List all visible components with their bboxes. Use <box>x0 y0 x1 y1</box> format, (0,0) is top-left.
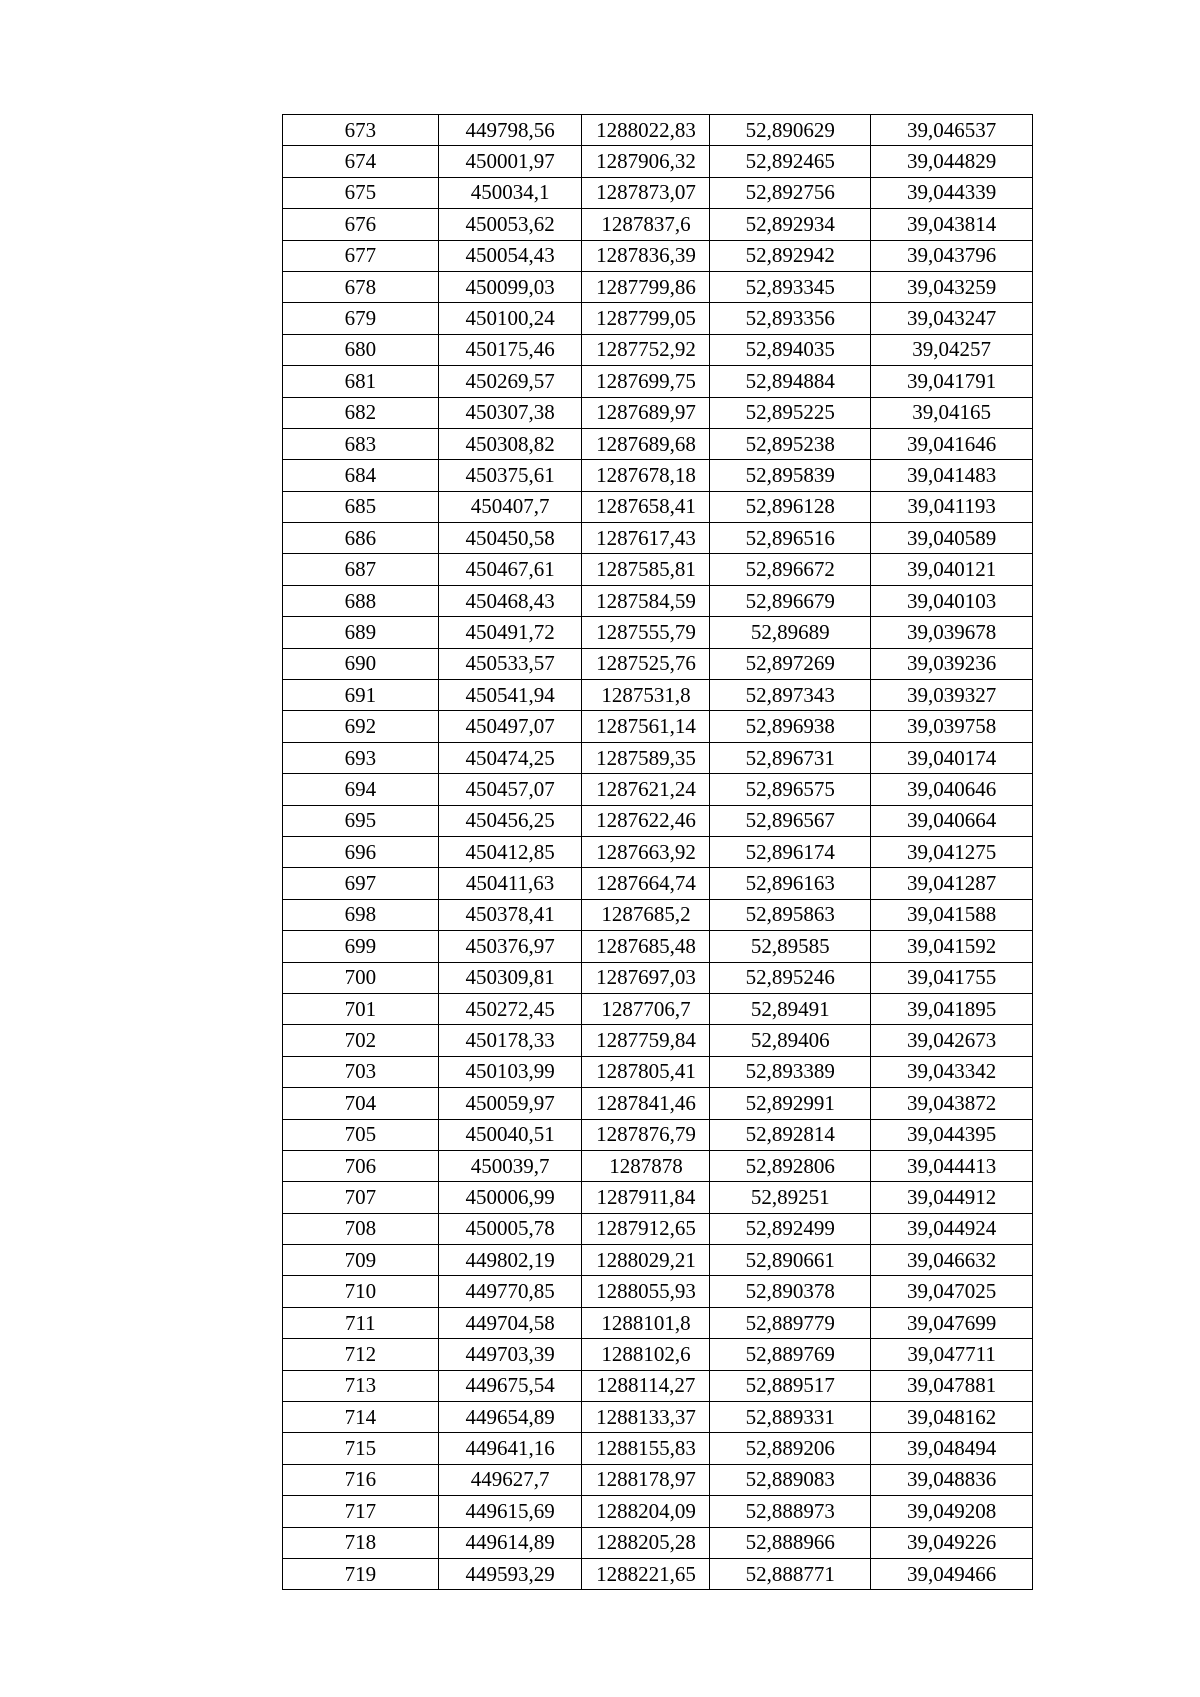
table-row <box>283 711 1033 742</box>
y-coordinate-cell: 1287699,75 <box>582 366 710 397</box>
table-row <box>283 303 1033 334</box>
y-coordinate-cell: 1287873,07 <box>582 177 710 208</box>
longitude-cell: 39,043342 <box>871 1056 1033 1087</box>
latitude-cell: 52,89251 <box>710 1182 871 1213</box>
latitude-cell: 52,895225 <box>710 397 871 428</box>
x-coordinate-cell: 449770,85 <box>438 1276 582 1307</box>
latitude-cell: 52,89689 <box>710 617 871 648</box>
y-coordinate-cell: 1287531,8 <box>582 680 710 711</box>
point-number-cell: 675 <box>283 177 439 208</box>
longitude-cell: 39,039236 <box>871 648 1033 679</box>
y-coordinate-cell: 1287689,97 <box>582 397 710 428</box>
x-coordinate-cell: 450005,78 <box>438 1213 582 1244</box>
point-number-cell: 711 <box>283 1307 439 1338</box>
point-number-cell: 710 <box>283 1276 439 1307</box>
table-row <box>283 868 1033 899</box>
latitude-cell: 52,896567 <box>710 805 871 836</box>
table-body <box>283 115 1033 1590</box>
x-coordinate-cell: 450375,61 <box>438 460 582 491</box>
point-number-cell: 715 <box>283 1433 439 1464</box>
table-row <box>283 585 1033 616</box>
latitude-cell: 52,89406 <box>710 1025 871 1056</box>
table-row <box>283 240 1033 271</box>
y-coordinate-cell: 1287752,92 <box>582 334 710 365</box>
table-row <box>283 146 1033 177</box>
point-number-cell: 693 <box>283 742 439 773</box>
table-row <box>283 115 1033 146</box>
longitude-cell: 39,040121 <box>871 554 1033 585</box>
table-row <box>283 836 1033 867</box>
point-number-cell: 698 <box>283 899 439 930</box>
longitude-cell: 39,041275 <box>871 836 1033 867</box>
point-number-cell: 718 <box>283 1527 439 1558</box>
x-coordinate-cell: 450100,24 <box>438 303 582 334</box>
x-coordinate-cell: 450491,72 <box>438 617 582 648</box>
table-row <box>283 1182 1033 1213</box>
point-number-cell: 689 <box>283 617 439 648</box>
x-coordinate-cell: 449798,56 <box>438 115 582 146</box>
x-coordinate-cell: 450457,07 <box>438 774 582 805</box>
latitude-cell: 52,895863 <box>710 899 871 930</box>
point-number-cell: 706 <box>283 1150 439 1181</box>
point-number-cell: 712 <box>283 1339 439 1370</box>
latitude-cell: 52,895246 <box>710 962 871 993</box>
longitude-cell: 39,047025 <box>871 1276 1033 1307</box>
y-coordinate-cell: 1288133,37 <box>582 1402 710 1433</box>
table-row <box>283 1464 1033 1495</box>
longitude-cell: 39,040646 <box>871 774 1033 805</box>
x-coordinate-cell: 450497,07 <box>438 711 582 742</box>
table-row <box>283 177 1033 208</box>
point-number-cell: 681 <box>283 366 439 397</box>
point-number-cell: 691 <box>283 680 439 711</box>
x-coordinate-cell: 450412,85 <box>438 836 582 867</box>
y-coordinate-cell: 1287799,86 <box>582 271 710 302</box>
y-coordinate-cell: 1288205,28 <box>582 1527 710 1558</box>
y-coordinate-cell: 1288155,83 <box>582 1433 710 1464</box>
longitude-cell: 39,048162 <box>871 1402 1033 1433</box>
table-row <box>283 1402 1033 1433</box>
longitude-cell: 39,040589 <box>871 523 1033 554</box>
latitude-cell: 52,894035 <box>710 334 871 365</box>
point-number-cell: 701 <box>283 993 439 1024</box>
longitude-cell: 39,046537 <box>871 115 1033 146</box>
point-number-cell: 678 <box>283 271 439 302</box>
table-row <box>283 397 1033 428</box>
latitude-cell: 52,896575 <box>710 774 871 805</box>
longitude-cell: 39,044395 <box>871 1119 1033 1150</box>
longitude-cell: 39,044413 <box>871 1150 1033 1181</box>
y-coordinate-cell: 1288022,83 <box>582 115 710 146</box>
point-number-cell: 688 <box>283 585 439 616</box>
y-coordinate-cell: 1288221,65 <box>582 1558 710 1589</box>
longitude-cell: 39,043872 <box>871 1088 1033 1119</box>
longitude-cell: 39,046632 <box>871 1245 1033 1276</box>
y-coordinate-cell: 1287621,24 <box>582 774 710 805</box>
point-number-cell: 686 <box>283 523 439 554</box>
x-coordinate-cell: 449641,16 <box>438 1433 582 1464</box>
x-coordinate-cell: 450541,94 <box>438 680 582 711</box>
point-number-cell: 703 <box>283 1056 439 1087</box>
table-row <box>283 334 1033 365</box>
longitude-cell: 39,041791 <box>871 366 1033 397</box>
longitude-cell: 39,044912 <box>871 1182 1033 1213</box>
latitude-cell: 52,889206 <box>710 1433 871 1464</box>
x-coordinate-cell: 449802,19 <box>438 1245 582 1276</box>
longitude-cell: 39,047711 <box>871 1339 1033 1370</box>
x-coordinate-cell: 449654,89 <box>438 1402 582 1433</box>
longitude-cell: 39,039758 <box>871 711 1033 742</box>
latitude-cell: 52,893389 <box>710 1056 871 1087</box>
y-coordinate-cell: 1287658,41 <box>582 491 710 522</box>
x-coordinate-cell: 449615,69 <box>438 1496 582 1527</box>
latitude-cell: 52,888966 <box>710 1527 871 1558</box>
point-number-cell: 676 <box>283 209 439 240</box>
point-number-cell: 684 <box>283 460 439 491</box>
latitude-cell: 52,892756 <box>710 177 871 208</box>
y-coordinate-cell: 1287799,05 <box>582 303 710 334</box>
table-row <box>283 428 1033 459</box>
x-coordinate-cell: 450269,57 <box>438 366 582 397</box>
table-row <box>283 1496 1033 1527</box>
x-coordinate-cell: 450001,97 <box>438 146 582 177</box>
longitude-cell: 39,039327 <box>871 680 1033 711</box>
latitude-cell: 52,896672 <box>710 554 871 585</box>
longitude-cell: 39,042673 <box>871 1025 1033 1056</box>
longitude-cell: 39,049466 <box>871 1558 1033 1589</box>
table-row <box>283 366 1033 397</box>
x-coordinate-cell: 449703,39 <box>438 1339 582 1370</box>
table-row <box>283 993 1033 1024</box>
latitude-cell: 52,892814 <box>710 1119 871 1150</box>
longitude-cell: 39,041193 <box>871 491 1033 522</box>
latitude-cell: 52,896516 <box>710 523 871 554</box>
longitude-cell: 39,047699 <box>871 1307 1033 1338</box>
y-coordinate-cell: 1287759,84 <box>582 1025 710 1056</box>
longitude-cell: 39,04165 <box>871 397 1033 428</box>
x-coordinate-cell: 450456,25 <box>438 805 582 836</box>
x-coordinate-cell: 450378,41 <box>438 899 582 930</box>
x-coordinate-cell: 450307,38 <box>438 397 582 428</box>
x-coordinate-cell: 450103,99 <box>438 1056 582 1087</box>
point-number-cell: 674 <box>283 146 439 177</box>
longitude-cell: 39,041483 <box>871 460 1033 491</box>
longitude-cell: 39,041287 <box>871 868 1033 899</box>
longitude-cell: 39,040103 <box>871 585 1033 616</box>
latitude-cell: 52,889517 <box>710 1370 871 1401</box>
point-number-cell: 690 <box>283 648 439 679</box>
table-row <box>283 209 1033 240</box>
latitude-cell: 52,889769 <box>710 1339 871 1370</box>
x-coordinate-cell: 450272,45 <box>438 993 582 1024</box>
table-row <box>283 1276 1033 1307</box>
table-row <box>283 1558 1033 1589</box>
point-number-cell: 719 <box>283 1558 439 1589</box>
longitude-cell: 39,049208 <box>871 1496 1033 1527</box>
point-number-cell: 680 <box>283 334 439 365</box>
table-row <box>283 1056 1033 1087</box>
table-row <box>283 523 1033 554</box>
x-coordinate-cell: 450034,1 <box>438 177 582 208</box>
table-row <box>283 271 1033 302</box>
table-row <box>283 1245 1033 1276</box>
table-row <box>283 962 1033 993</box>
y-coordinate-cell: 1287622,46 <box>582 805 710 836</box>
x-coordinate-cell: 450039,7 <box>438 1150 582 1181</box>
longitude-cell: 39,041895 <box>871 993 1033 1024</box>
longitude-cell: 39,043259 <box>871 271 1033 302</box>
y-coordinate-cell: 1288029,21 <box>582 1245 710 1276</box>
y-coordinate-cell: 1287561,14 <box>582 711 710 742</box>
y-coordinate-cell: 1288101,8 <box>582 1307 710 1338</box>
table-row <box>283 1150 1033 1181</box>
table-row <box>283 1025 1033 1056</box>
x-coordinate-cell: 449614,89 <box>438 1527 582 1558</box>
point-number-cell: 713 <box>283 1370 439 1401</box>
point-number-cell: 692 <box>283 711 439 742</box>
point-number-cell: 709 <box>283 1245 439 1276</box>
y-coordinate-cell: 1288204,09 <box>582 1496 710 1527</box>
point-number-cell: 714 <box>283 1402 439 1433</box>
table-row <box>283 1213 1033 1244</box>
x-coordinate-cell: 450474,25 <box>438 742 582 773</box>
latitude-cell: 52,897269 <box>710 648 871 679</box>
latitude-cell: 52,897343 <box>710 680 871 711</box>
y-coordinate-cell: 1287836,39 <box>582 240 710 271</box>
longitude-cell: 39,043247 <box>871 303 1033 334</box>
y-coordinate-cell: 1287876,79 <box>582 1119 710 1150</box>
coordinates-table <box>282 114 1033 1590</box>
latitude-cell: 52,889331 <box>710 1402 871 1433</box>
y-coordinate-cell: 1287706,7 <box>582 993 710 1024</box>
latitude-cell: 52,890629 <box>710 115 871 146</box>
point-number-cell: 695 <box>283 805 439 836</box>
table-row <box>283 1370 1033 1401</box>
y-coordinate-cell: 1287555,79 <box>582 617 710 648</box>
point-number-cell: 697 <box>283 868 439 899</box>
table-row <box>283 1088 1033 1119</box>
y-coordinate-cell: 1287912,65 <box>582 1213 710 1244</box>
x-coordinate-cell: 450053,62 <box>438 209 582 240</box>
longitude-cell: 39,040664 <box>871 805 1033 836</box>
table-row <box>283 491 1033 522</box>
y-coordinate-cell: 1287589,35 <box>582 742 710 773</box>
x-coordinate-cell: 450040,51 <box>438 1119 582 1150</box>
point-number-cell: 704 <box>283 1088 439 1119</box>
longitude-cell: 39,044339 <box>871 177 1033 208</box>
y-coordinate-cell: 1288102,6 <box>582 1339 710 1370</box>
latitude-cell: 52,893345 <box>710 271 871 302</box>
x-coordinate-cell: 450175,46 <box>438 334 582 365</box>
longitude-cell: 39,041592 <box>871 931 1033 962</box>
latitude-cell: 52,894884 <box>710 366 871 397</box>
y-coordinate-cell: 1288055,93 <box>582 1276 710 1307</box>
y-coordinate-cell: 1287878 <box>582 1150 710 1181</box>
x-coordinate-cell: 450411,63 <box>438 868 582 899</box>
y-coordinate-cell: 1287685,2 <box>582 899 710 930</box>
x-coordinate-cell: 449675,54 <box>438 1370 582 1401</box>
y-coordinate-cell: 1287911,84 <box>582 1182 710 1213</box>
table-row <box>283 554 1033 585</box>
y-coordinate-cell: 1287697,03 <box>582 962 710 993</box>
y-coordinate-cell: 1287906,32 <box>582 146 710 177</box>
x-coordinate-cell: 449593,29 <box>438 1558 582 1589</box>
longitude-cell: 39,043796 <box>871 240 1033 271</box>
table-row <box>283 931 1033 962</box>
point-number-cell: 708 <box>283 1213 439 1244</box>
longitude-cell: 39,039678 <box>871 617 1033 648</box>
longitude-cell: 39,040174 <box>871 742 1033 773</box>
table-row <box>283 680 1033 711</box>
point-number-cell: 707 <box>283 1182 439 1213</box>
x-coordinate-cell: 450450,58 <box>438 523 582 554</box>
latitude-cell: 52,895839 <box>710 460 871 491</box>
table-row <box>283 774 1033 805</box>
y-coordinate-cell: 1287685,48 <box>582 931 710 962</box>
x-coordinate-cell: 450308,82 <box>438 428 582 459</box>
longitude-cell: 39,047881 <box>871 1370 1033 1401</box>
y-coordinate-cell: 1288114,27 <box>582 1370 710 1401</box>
longitude-cell: 39,043814 <box>871 209 1033 240</box>
point-number-cell: 687 <box>283 554 439 585</box>
table-row <box>283 1433 1033 1464</box>
latitude-cell: 52,896163 <box>710 868 871 899</box>
latitude-cell: 52,89585 <box>710 931 871 962</box>
longitude-cell: 39,044924 <box>871 1213 1033 1244</box>
point-number-cell: 694 <box>283 774 439 805</box>
point-number-cell: 700 <box>283 962 439 993</box>
point-number-cell: 682 <box>283 397 439 428</box>
table-row <box>283 742 1033 773</box>
point-number-cell: 679 <box>283 303 439 334</box>
longitude-cell: 39,048494 <box>871 1433 1033 1464</box>
point-number-cell: 673 <box>283 115 439 146</box>
latitude-cell: 52,896174 <box>710 836 871 867</box>
latitude-cell: 52,893356 <box>710 303 871 334</box>
y-coordinate-cell: 1287584,59 <box>582 585 710 616</box>
longitude-cell: 39,049226 <box>871 1527 1033 1558</box>
y-coordinate-cell: 1287689,68 <box>582 428 710 459</box>
latitude-cell: 52,892942 <box>710 240 871 271</box>
y-coordinate-cell: 1287837,6 <box>582 209 710 240</box>
latitude-cell: 52,896731 <box>710 742 871 773</box>
point-number-cell: 683 <box>283 428 439 459</box>
table-row <box>283 805 1033 836</box>
latitude-cell: 52,890661 <box>710 1245 871 1276</box>
y-coordinate-cell: 1287678,18 <box>582 460 710 491</box>
x-coordinate-cell: 449627,7 <box>438 1464 582 1495</box>
latitude-cell: 52,888973 <box>710 1496 871 1527</box>
table-row <box>283 1307 1033 1338</box>
latitude-cell: 52,892465 <box>710 146 871 177</box>
latitude-cell: 52,896938 <box>710 711 871 742</box>
longitude-cell: 39,041646 <box>871 428 1033 459</box>
table-row <box>283 899 1033 930</box>
table-row <box>283 1527 1033 1558</box>
y-coordinate-cell: 1287525,76 <box>582 648 710 679</box>
x-coordinate-cell: 450467,61 <box>438 554 582 585</box>
latitude-cell: 52,888771 <box>710 1558 871 1589</box>
latitude-cell: 52,889779 <box>710 1307 871 1338</box>
point-number-cell: 696 <box>283 836 439 867</box>
x-coordinate-cell: 450059,97 <box>438 1088 582 1119</box>
y-coordinate-cell: 1287617,43 <box>582 523 710 554</box>
latitude-cell: 52,892499 <box>710 1213 871 1244</box>
longitude-cell: 39,041588 <box>871 899 1033 930</box>
y-coordinate-cell: 1287841,46 <box>582 1088 710 1119</box>
latitude-cell: 52,889083 <box>710 1464 871 1495</box>
point-number-cell: 677 <box>283 240 439 271</box>
point-number-cell: 717 <box>283 1496 439 1527</box>
y-coordinate-cell: 1287585,81 <box>582 554 710 585</box>
y-coordinate-cell: 1287663,92 <box>582 836 710 867</box>
latitude-cell: 52,89491 <box>710 993 871 1024</box>
latitude-cell: 52,892806 <box>710 1150 871 1181</box>
x-coordinate-cell: 450376,97 <box>438 931 582 962</box>
latitude-cell: 52,896679 <box>710 585 871 616</box>
x-coordinate-cell: 450468,43 <box>438 585 582 616</box>
y-coordinate-cell: 1288178,97 <box>582 1464 710 1495</box>
y-coordinate-cell: 1287805,41 <box>582 1056 710 1087</box>
x-coordinate-cell: 450054,43 <box>438 240 582 271</box>
table-row <box>283 1339 1033 1370</box>
longitude-cell: 39,044829 <box>871 146 1033 177</box>
x-coordinate-cell: 450099,03 <box>438 271 582 302</box>
x-coordinate-cell: 450006,99 <box>438 1182 582 1213</box>
x-coordinate-cell: 450407,7 <box>438 491 582 522</box>
point-number-cell: 699 <box>283 931 439 962</box>
x-coordinate-cell: 450309,81 <box>438 962 582 993</box>
table-row <box>283 1119 1033 1150</box>
table-row <box>283 617 1033 648</box>
latitude-cell: 52,896128 <box>710 491 871 522</box>
x-coordinate-cell: 449704,58 <box>438 1307 582 1338</box>
point-number-cell: 705 <box>283 1119 439 1150</box>
x-coordinate-cell: 450533,57 <box>438 648 582 679</box>
point-number-cell: 716 <box>283 1464 439 1495</box>
point-number-cell: 685 <box>283 491 439 522</box>
latitude-cell: 52,895238 <box>710 428 871 459</box>
longitude-cell: 39,041755 <box>871 962 1033 993</box>
longitude-cell: 39,04257 <box>871 334 1033 365</box>
y-coordinate-cell: 1287664,74 <box>582 868 710 899</box>
table-row <box>283 460 1033 491</box>
latitude-cell: 52,890378 <box>710 1276 871 1307</box>
table-row <box>283 648 1033 679</box>
x-coordinate-cell: 450178,33 <box>438 1025 582 1056</box>
latitude-cell: 52,892991 <box>710 1088 871 1119</box>
point-number-cell: 702 <box>283 1025 439 1056</box>
longitude-cell: 39,048836 <box>871 1464 1033 1495</box>
latitude-cell: 52,892934 <box>710 209 871 240</box>
